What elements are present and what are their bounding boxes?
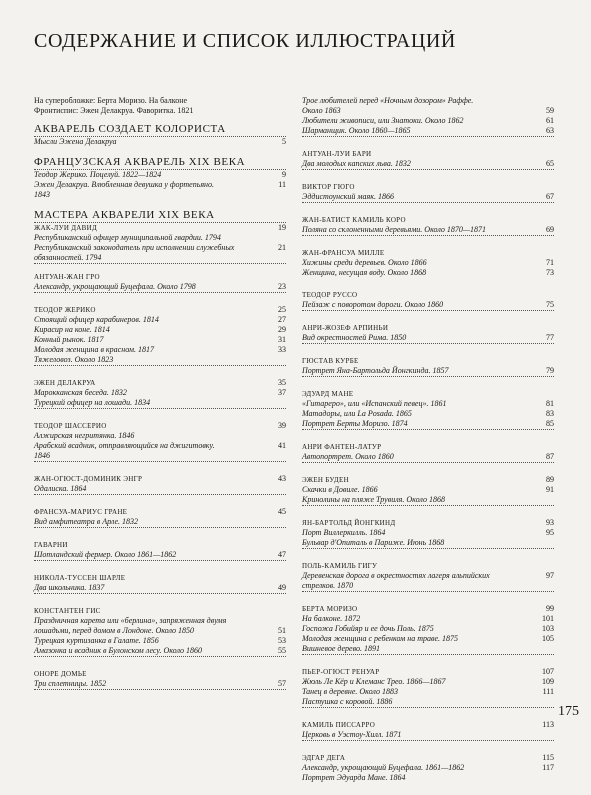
toc-line: Теодор Жерико. Поцелуй. 1822—1824 (34, 170, 162, 179)
toc-line: Стоящий офицер карабинеров. 1814 (34, 315, 159, 324)
page-number: 175 (558, 704, 579, 719)
toc-entry (34, 669, 286, 690)
toc-line: ЭДГАР ДЕГА (302, 754, 346, 762)
toc-line: Александр, укрощающий Буцефала. 1861—1862 (302, 763, 465, 772)
page-ref: 39 (278, 421, 286, 430)
toc-line: КОНСТАНТЕН ГИС (34, 607, 101, 615)
page-ref: 33 (278, 345, 286, 354)
page-ref: 103 (542, 624, 554, 633)
toc-line: ПЬЕР-ОГЮСТ РЕНУАР (302, 668, 380, 676)
page-ref: 45 (278, 507, 286, 516)
page-ref: 37 (278, 388, 286, 397)
toc-line: На балконе. 1872 (302, 614, 361, 623)
toc-line: Поляна со склоненными деревьями. Около 1870—1871 (302, 225, 554, 236)
toc-entry (302, 442, 554, 463)
toc-entry (302, 518, 554, 549)
page-ref: 19 (278, 223, 286, 232)
toc-line: Республиканский офицер муниципальной гвардии. 1794 (34, 233, 221, 242)
toc-line: БЕРТА МОРИЗО (302, 605, 358, 613)
toc-line: ЖАН-ОГЮСТ-ДОМИНИК ЭНГР (34, 475, 143, 483)
page-ref: 107 (542, 667, 554, 676)
page-ref: 63 (546, 126, 554, 135)
page-ref: 87 (546, 452, 554, 461)
page-ref: 111 (542, 687, 554, 696)
page-ref: 51 (278, 626, 286, 635)
page-ref: 55 (278, 646, 286, 655)
page-ref: 93 (546, 518, 554, 527)
toc-line: Алжирская негритянка. 1846 (34, 431, 135, 440)
toc-entry (34, 378, 286, 409)
toc-line: ГАВАРНИ (34, 541, 68, 549)
toc-line: лошадьми, перед домом в Лондоне. Около 1850 (34, 626, 195, 635)
toc-line: ЭЖЕН БУДЕН (302, 476, 349, 484)
toc-line: Фронтиспис: Эжен Делакруа. Фаворитка. 1821 (34, 106, 194, 115)
toc-line: Мысли Эжена Делакруа (34, 137, 117, 146)
page-ref: 97 (546, 571, 554, 580)
toc-entry (302, 561, 554, 592)
toc-line: АНТУАН-ЖАН ГРО (34, 273, 100, 281)
toc-line: Два молодых капских льва. 1832 (302, 159, 554, 170)
toc-line: ВИКТОР ГЮГО (302, 183, 355, 191)
page-ref: 115 (542, 753, 554, 762)
page-ref: 77 (546, 333, 554, 342)
toc-entry (302, 290, 554, 311)
toc-line: ГЮСТАВ КУРБЕ (302, 357, 359, 365)
toc-line: Вишневое дерево. 1891 (302, 644, 554, 655)
toc-line: Жюль Ле Кёр и Клеманс Трео. 1866—1867 (302, 677, 446, 686)
page-ref: 61 (546, 116, 554, 125)
toc-entry (302, 96, 554, 137)
toc-line: Эжен Делакруа. Влюбленная девушка у фортепьяно. (34, 180, 215, 189)
toc-line: Вид окрестностей Рима. 1850 (302, 333, 554, 344)
page-ref: 31 (278, 335, 286, 344)
toc-line: обязанностей. 1794 (34, 253, 286, 264)
toc-line: Трое любителей перед «Ночным дозором» Раффе. (302, 96, 474, 105)
toc-line: Тяжеловоз. Около 1823 (34, 355, 286, 366)
page-ref: 69 (546, 225, 554, 234)
toc-entry (34, 421, 286, 462)
toc-line: Портрет Яна-Бартольда Йонгкинда. 1857 (302, 366, 554, 377)
toc-line: Около 1863 (302, 106, 341, 115)
page-ref: 81 (546, 399, 554, 408)
page-ref: 75 (546, 300, 554, 309)
toc-line: Портрет Эдуарда Мане. 1864 (302, 773, 406, 782)
toc-line: Пейзаж с поворотом дороги. Около 1860 (302, 300, 554, 311)
page-ref: 113 (542, 720, 554, 729)
toc-entry (34, 305, 286, 366)
page-ref: 11 (278, 180, 286, 189)
toc-line: Кирасир на коне. 1814 (34, 325, 110, 334)
toc-entry (302, 356, 554, 377)
page-ref: 95 (546, 528, 554, 537)
page-ref: 71 (546, 258, 554, 267)
page-ref: 85 (546, 419, 554, 428)
page-ref: 59 (546, 106, 554, 115)
toc-line: АКВАРЕЛЬ СОЗДАЕТ КОЛОРИСТА (34, 122, 286, 137)
page-ref: 91 (546, 485, 554, 494)
toc-line: ТЕОДОР РУССО (302, 291, 358, 299)
toc-line: Танец в деревне. Около 1883 (302, 687, 398, 696)
page-ref: 21 (278, 243, 286, 252)
toc-entry (34, 155, 286, 200)
toc-entry (34, 122, 286, 147)
page-ref: 79 (546, 366, 554, 375)
toc-line: Кринолины на пляже Трувиля. Около 1868 (302, 495, 554, 506)
page-ref: 57 (278, 679, 286, 688)
toc-line: 1843 (34, 190, 50, 199)
toc-line: Хижины среди деревьев. Около 1866 (302, 258, 427, 267)
toc-line: ТЕОДОР ШАССЕРИО (34, 422, 107, 430)
page-ref: 43 (278, 474, 286, 483)
page-ref: 35 (278, 378, 286, 387)
toc-line: ПОЛЬ-КАМИЛЬ ГИГУ (302, 562, 378, 570)
toc-entry (302, 149, 554, 170)
toc-line: Шотландский фермер. Около 1861—1862 (34, 550, 286, 561)
toc-line: Эддистоунский маяк. 1866 (302, 192, 554, 203)
toc-entry (302, 604, 554, 655)
toc-line: КАМИЛЬ ПИССАРРО (302, 721, 376, 729)
toc-entry (34, 96, 286, 116)
toc-entry (302, 389, 554, 430)
toc-entry (302, 323, 554, 344)
toc-line: Амазонка и всадник в Булонском лесу. Около 1860 (34, 646, 286, 657)
toc-entry (34, 606, 286, 657)
toc-line: Шарманщик. Около 1860—1865 (302, 126, 554, 137)
toc-line: На суперобложке: Берта Моризо. На балконе (34, 96, 188, 105)
page-ref: 47 (278, 550, 286, 559)
toc-line: Праздничная карета или «берлина», запряженная двумя (34, 616, 227, 625)
toc-line: ЭЖЕН ДЕЛАКРУА (34, 379, 96, 387)
page-ref: 73 (546, 268, 554, 277)
right-column (302, 96, 554, 795)
page-ref: 109 (542, 677, 554, 686)
toc-line: АНТУАН-ЛУИ БАРИ (302, 150, 372, 158)
toc-line: Скачки в Довиле. 1866 (302, 485, 378, 494)
page-title: СОДЕРЖАНИЕ И СПИСОК ИЛЛЮСТРАЦИЙ (34, 30, 456, 52)
toc-line: Три сплетницы. 1852 (34, 679, 286, 690)
toc-line: 1846 (34, 451, 286, 462)
toc-line: ЭДУАРД МАНЕ (302, 390, 354, 398)
page-ref: 117 (542, 763, 554, 772)
page-ref: 101 (542, 614, 554, 623)
toc-line: Арабский всадник, отправляющийся на джигитовку. (34, 441, 215, 450)
toc-line: стрелков. 1870 (302, 581, 554, 592)
page-ref: 67 (546, 192, 554, 201)
toc-line: Любители живописи, или Знатоки. Около 1862 (302, 116, 464, 125)
left-column (34, 96, 286, 702)
page-ref: 29 (278, 325, 286, 334)
page-ref: 53 (278, 636, 286, 645)
toc-entry (34, 474, 286, 495)
toc-line: ОНОРЕ ДОМЬЕ (34, 670, 87, 678)
toc-line: ЖАК-ЛУИ ДАВИД (34, 224, 98, 232)
toc-entry (34, 540, 286, 561)
toc-line: Молодая женщина с ребенком на траве. 1875 (302, 634, 459, 643)
toc-line: Марокканская беседа. 1832 (34, 388, 127, 397)
toc-line: Республиканский законодатель при исполнении служебных (34, 243, 235, 252)
page-ref: 83 (546, 409, 554, 418)
toc-entry (34, 208, 286, 264)
toc-line: Молодая женщина в красном. 1817 (34, 345, 154, 354)
toc-line: Конный рынок. 1817 (34, 335, 104, 344)
toc-line: АНРИ ФАНТЕН-ЛАТУР (302, 443, 382, 451)
toc-line: Одалиска. 1864 (34, 484, 286, 495)
toc-line: ФРАНЦУЗСКАЯ АКВАРЕЛЬ XIX ВЕКА (34, 155, 286, 170)
page-ref: 105 (542, 634, 554, 643)
page-ref: 27 (278, 315, 286, 324)
toc-line: Госпожа Гобийяр и ее дочь Поль. 1875 (302, 624, 434, 633)
toc-line: Бульвар д'Опиталь в Париже. Июнь 1868 (302, 538, 554, 549)
page-ref: 25 (278, 305, 286, 314)
toc-entry (302, 248, 554, 278)
toc-line: Автопортрет. Около 1860 (302, 452, 554, 463)
page-ref: 65 (546, 159, 554, 168)
toc-line: Вид амфитеатра в Арле. 1832 (34, 517, 286, 528)
toc-line: ФРАНСУА-МАРИУС ГРАНЕ (34, 508, 128, 516)
page-ref: 89 (546, 475, 554, 484)
toc-entry (34, 272, 286, 293)
toc-line: ЖАН-БАТИСТ КАМИЛЬ КОРО (302, 216, 406, 224)
toc-line: Два школьника. 1837 (34, 583, 286, 594)
toc-line: НИКОЛА-ТУССЕН ШАРЛЕ (34, 574, 126, 582)
toc-line: Турецкий офицер на лошади. 1834 (34, 398, 286, 409)
toc-line: Женщина, несущая воду. Около 1868 (302, 268, 427, 277)
toc-entry (302, 215, 554, 236)
page-ref: 23 (278, 282, 286, 291)
page-ref: 49 (278, 583, 286, 592)
toc-line: Матадоры, или La Posada. 1865 (302, 409, 412, 418)
toc-line: Турецкая куртизанка в Галате. 1856 (34, 636, 159, 645)
toc-entry (34, 573, 286, 594)
toc-entry (302, 753, 554, 783)
toc-line: МАСТЕРА АКВАРЕЛИ XIX ВЕКА (34, 208, 286, 223)
page-ref: 9 (282, 170, 286, 179)
toc-line: ЯН-БАРТОЛЬД ЙОНГКИНД (302, 519, 396, 527)
page-ref: 41 (278, 441, 286, 450)
page-ref: 99 (546, 604, 554, 613)
toc-line: ТЕОДОР ЖЕРИКО (34, 306, 96, 314)
toc-entry (302, 182, 554, 203)
toc-entry (34, 507, 286, 528)
toc-line: «Гитареро», или «Испанский певец». 1861 (302, 399, 447, 408)
toc-line: Александр, укрощающий Буцефала. Около 1798 (34, 282, 286, 293)
toc-entry (302, 720, 554, 741)
toc-line: АНРИ-ЖОЗЕФ АРПИНЬИ (302, 324, 389, 332)
toc-line: Портрет Берты Моризо. 1874 (302, 419, 554, 430)
page-ref: 5 (282, 137, 286, 146)
toc-entry (302, 667, 554, 708)
toc-line: Пастушка с коровой. 1886 (302, 697, 554, 708)
toc-line: Порт Виллеркилль. 1864 (302, 528, 386, 537)
toc-line: Деревенская дорога в окрестностях лагеря альпийских (302, 571, 490, 580)
toc-line: Церковь в Уэстоу-Хилл. 1871 (302, 730, 554, 741)
toc-line: ЖАН-ФРАНСУА МИЛЛЕ (302, 249, 385, 257)
toc-entry (302, 475, 554, 506)
